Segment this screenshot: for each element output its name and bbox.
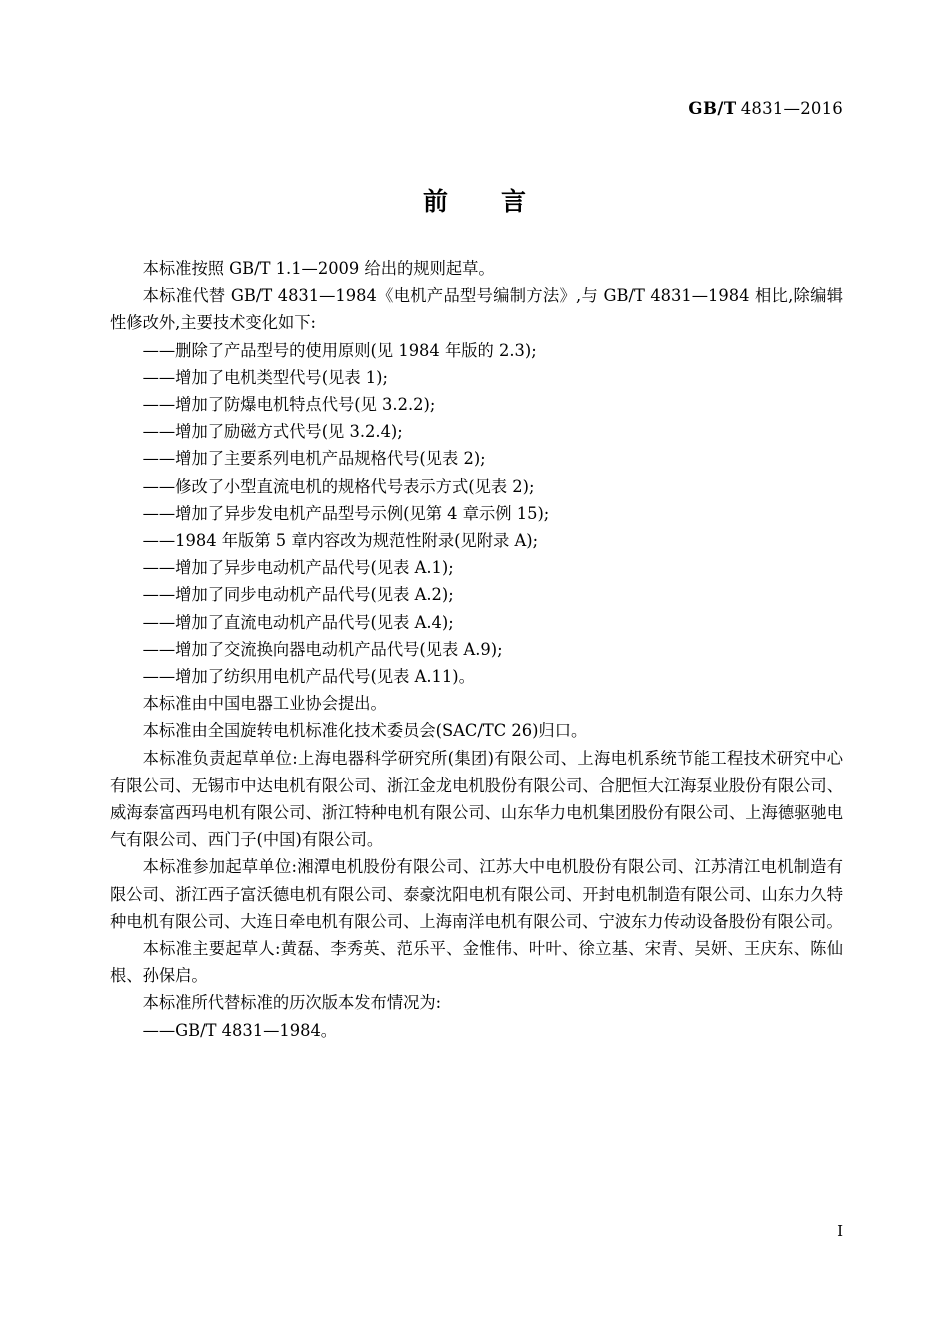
- main-drafters-paragraph: 本标准主要起草人:黄磊、李秀英、范乐平、金惟伟、叶叶、徐立基、宋青、吴妍、王庆东、陈仙根、孙保启。: [110, 939, 843, 986]
- technical-changes-list: [110, 337, 843, 691]
- list-item: ——GB/T 4831—1984。: [142, 1020, 338, 1040]
- list-item: ——1984 年版第 5 章内容改为规范性附录(见附录 A);: [142, 531, 539, 551]
- administered-by-paragraph: 本标准由全国旋转电机标准化技术委员会(SAC/TC 26)归口。: [142, 721, 588, 741]
- list-item: ——增加了励磁方式代号(见 3.2.4);: [142, 422, 403, 442]
- page-title: 前 言: [422, 187, 527, 216]
- standard-prefix: GB/T: [688, 99, 737, 118]
- list-item: ——增加了异步电动机产品代号(见表 A.1);: [142, 558, 454, 578]
- running-header: [110, 99, 843, 118]
- page-number: I: [837, 1222, 843, 1240]
- intro-paragraph-1: 本标准按照 GB/T 1.1—2009 给出的规则起草。: [142, 259, 495, 278]
- participating-drafting-units-paragraph: 本标准参加起草单位:湘潭电机股份有限公司、江苏大中电机股份有限公司、江苏清江电机制造有限公司、浙江西子富沃德电机有限公司、泰豪沈阳电机有限公司、开封电机制造有限公司、山东力久特种电机有限公司、大连日牵电机有限公司、上海南洋电机有限公司、宁波东力传动设备股份有限公司。: [110, 857, 843, 931]
- list-item: ——增加了异步发电机产品型号示例(见第 4 章示例 15);: [142, 503, 550, 523]
- list-item: ——增加了主要系列电机产品规格代号(见表 2);: [142, 449, 486, 469]
- foreword-body: [110, 255, 843, 1044]
- list-item: ——增加了防爆电机特点代号(见 3.2.2);: [142, 395, 436, 415]
- list-item: ——增加了直流电动机产品代号(见表 A.4);: [142, 612, 454, 632]
- superseded-versions-list: [110, 1017, 843, 1044]
- intro-paragraph-2: 本标准代替 GB/T 4831—1984《电机产品型号编制方法》,与 GB/T 4831—1984 相比,除编辑性修改外,主要技术变化如下:: [110, 286, 843, 333]
- proposed-by-paragraph: 本标准由中国电器工业协会提出。: [142, 694, 387, 714]
- list-item: ——删除了产品型号的使用原则(见 1984 年版的 2.3);: [142, 340, 537, 360]
- list-item: ——增加了电机类型代号(见表 1);: [142, 367, 388, 387]
- list-item: ——增加了纺织用电机产品代号(见表 A.11)。: [142, 667, 475, 687]
- standard-number: 4831—2016: [740, 99, 843, 118]
- responsible-drafting-units-paragraph: 本标准负责起草单位:上海电器科学研究所(集团)有限公司、上海电机系统节能工程技术研究中心有限公司、无锡市中达电机有限公司、浙江金龙电机股份有限公司、合肥恒大江海泵业股份有限公司、威海泰富西玛电机有限公司、浙江特种电机有限公司、山东华力电机集团股份有限公司、上海德驱驰电气有限公司、西门子(中国)有限公司。: [110, 748, 843, 850]
- list-item: ——增加了交流换向器电动机产品代号(见表 A.9);: [142, 639, 503, 659]
- list-item: ——修改了小型直流电机的规格代号表示方式(见表 2);: [142, 476, 535, 496]
- list-item: ——增加了同步电动机产品代号(见表 A.2);: [142, 585, 454, 605]
- superseded-intro-paragraph: 本标准所代替标准的历次版本发布情况为:: [142, 993, 442, 1013]
